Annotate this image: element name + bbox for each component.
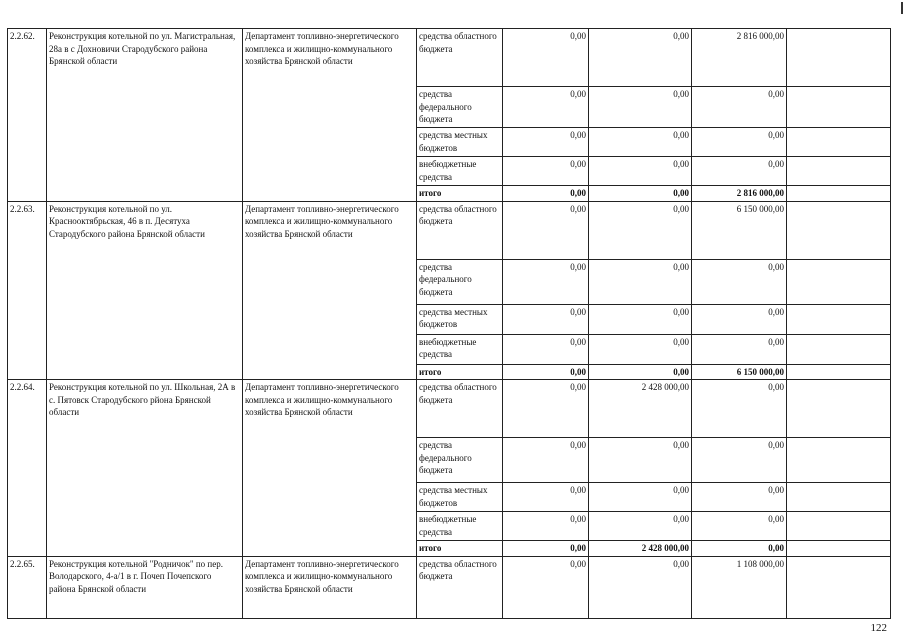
amount-year-1: 0,00	[503, 201, 589, 259]
empty-cell	[787, 87, 891, 128]
funding-source: средства областного бюджета	[417, 380, 503, 438]
amount-year-3: 0,00	[692, 259, 787, 304]
amount-year-1: 0,00	[503, 128, 589, 157]
amount-year-3: 0,00	[692, 128, 787, 157]
amount-year-2: 0,00	[589, 87, 692, 128]
amount-year-1: 0,00	[503, 541, 589, 557]
amount-year-1: 0,00	[503, 512, 589, 541]
amount-year-3: 0,00	[692, 157, 787, 186]
amount-year-3: 0,00	[692, 334, 787, 364]
amount-year-1: 0,00	[503, 186, 589, 202]
amount-year-2: 0,00	[589, 259, 692, 304]
empty-cell	[787, 29, 891, 87]
amount-year-1: 0,00	[503, 157, 589, 186]
item-code: 2.2.63.	[8, 201, 47, 380]
table-row	[8, 29, 891, 87]
item-code: 2.2.64.	[8, 380, 47, 557]
amount-year-3: 0,00	[692, 512, 787, 541]
empty-cell	[787, 438, 891, 483]
amount-year-2: 0,00	[589, 304, 692, 334]
empty-cell	[787, 128, 891, 157]
amount-year-1: 0,00	[503, 87, 589, 128]
funding-source: средства областного бюджета	[417, 201, 503, 259]
funding-source: итого	[417, 541, 503, 557]
empty-cell	[787, 334, 891, 364]
amount-year-2: 2 428 000,00	[589, 541, 692, 557]
amount-year-2: 0,00	[589, 438, 692, 483]
responsible-dept: Департамент топливно-энергетического комплекса и жилищно-коммунального хозяйства Брянской области	[243, 380, 417, 557]
amount-year-1: 0,00	[503, 334, 589, 364]
item-name: Реконструкция котельной по ул. Магистральная, 28а в с Дохновичи Стародубского района Брянской области	[47, 29, 243, 202]
table-row	[8, 556, 891, 618]
empty-cell	[787, 380, 891, 438]
amount-year-3: 1 108 000,00	[692, 556, 787, 618]
empty-cell	[787, 483, 891, 512]
amount-year-3: 0,00	[692, 380, 787, 438]
empty-cell	[787, 186, 891, 202]
amount-year-3: 0,00	[692, 87, 787, 128]
amount-year-3: 0,00	[692, 438, 787, 483]
amount-year-2: 0,00	[589, 334, 692, 364]
amount-year-2: 2 428 000,00	[589, 380, 692, 438]
item-code: 2.2.62.	[8, 29, 47, 202]
amount-year-3: 6 150 000,00	[692, 364, 787, 380]
funding-source: средства местных бюджетов	[417, 483, 503, 512]
funding-source: внебюджетные средства	[417, 512, 503, 541]
budget-table	[7, 28, 891, 619]
amount-year-2: 0,00	[589, 364, 692, 380]
amount-year-3: 2 816 000,00	[692, 29, 787, 87]
funding-source: средства федерального бюджета	[417, 87, 503, 128]
table-row	[8, 380, 891, 438]
item-name: Реконструкция котельной по ул. Краснооктябрьская, 46 в п. Десятуха Стародубского района Брянской области	[47, 201, 243, 380]
amount-year-3: 0,00	[692, 541, 787, 557]
amount-year-2: 0,00	[589, 556, 692, 618]
amount-year-1: 0,00	[503, 556, 589, 618]
amount-year-1: 0,00	[503, 483, 589, 512]
empty-cell	[787, 201, 891, 259]
funding-source: средства федерального бюджета	[417, 438, 503, 483]
amount-year-2: 0,00	[589, 512, 692, 541]
amount-year-1: 0,00	[503, 380, 589, 438]
responsible-dept: Департамент топливно-энергетического комплекса и жилищно-коммунального хозяйства Брянской области	[243, 556, 417, 618]
amount-year-1: 0,00	[503, 304, 589, 334]
empty-cell	[787, 512, 891, 541]
funding-source: средства местных бюджетов	[417, 304, 503, 334]
empty-cell	[787, 364, 891, 380]
amount-year-2: 0,00	[589, 483, 692, 512]
responsible-dept: Департамент топливно-энергетического комплекса и жилищно-коммунального хозяйства Брянской области	[243, 29, 417, 202]
edge-mark	[901, 2, 903, 14]
amount-year-3: 0,00	[692, 483, 787, 512]
funding-source: внебюджетные средства	[417, 334, 503, 364]
empty-cell	[787, 304, 891, 334]
amount-year-2: 0,00	[589, 157, 692, 186]
table-body	[8, 29, 891, 619]
amount-year-2: 0,00	[589, 128, 692, 157]
empty-cell	[787, 541, 891, 557]
amount-year-1: 0,00	[503, 29, 589, 87]
item-name: Реконструкция котельной по ул. Школьная, 2А в с. Пятовск Стародубского рйона Брянской области	[47, 380, 243, 557]
page-number: 122	[870, 622, 887, 634]
amount-year-3: 6 150 000,00	[692, 201, 787, 259]
funding-source: средства областного бюджета	[417, 556, 503, 618]
funding-source: средства местных бюджетов	[417, 128, 503, 157]
funding-source: итого	[417, 364, 503, 380]
item-code: 2.2.65.	[8, 556, 47, 618]
amount-year-1: 0,00	[503, 438, 589, 483]
amount-year-2: 0,00	[589, 201, 692, 259]
item-name: Реконструкция котельной "Родничок" по пер. Володарского, 4-а/1 в г. Почеп Почепского района Брянской области	[47, 556, 243, 618]
responsible-dept: Департамент топливно-энергетического комплекса и жилищно-коммунального хозяйства Брянской области	[243, 201, 417, 380]
empty-cell	[787, 556, 891, 618]
amount-year-3: 0,00	[692, 304, 787, 334]
table-row	[8, 201, 891, 259]
amount-year-1: 0,00	[503, 364, 589, 380]
amount-year-2: 0,00	[589, 186, 692, 202]
funding-source: средства областного бюджета	[417, 29, 503, 87]
amount-year-2: 0,00	[589, 29, 692, 87]
amount-year-3: 2 816 000,00	[692, 186, 787, 202]
funding-source: средства федерального бюджета	[417, 259, 503, 304]
amount-year-1: 0,00	[503, 259, 589, 304]
funding-source: итого	[417, 186, 503, 202]
empty-cell	[787, 157, 891, 186]
funding-source: внебюджетные средства	[417, 157, 503, 186]
empty-cell	[787, 259, 891, 304]
